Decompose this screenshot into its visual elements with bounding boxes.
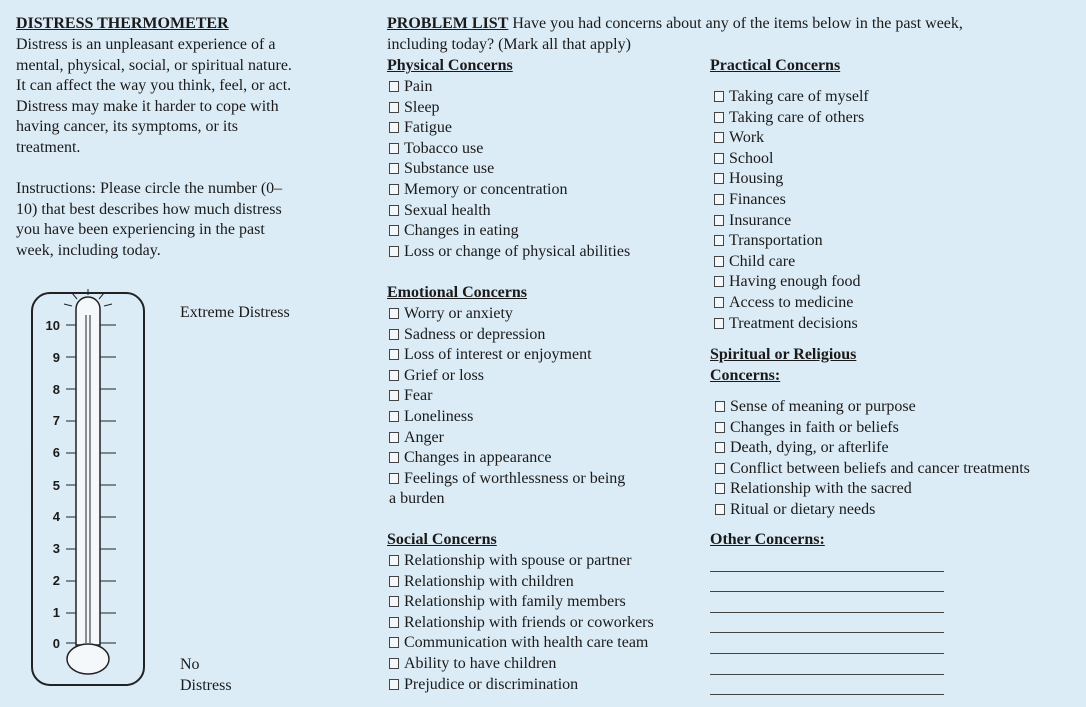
list-item[interactable] xyxy=(389,325,625,346)
extreme-distress-label: Extreme Distress xyxy=(180,304,290,321)
checkbox[interactable] xyxy=(714,256,724,267)
checkbox[interactable] xyxy=(714,91,724,102)
item-label: Feelings of worthlessness or being xyxy=(404,469,626,487)
scale-label-2[interactable]: 2 xyxy=(52,573,60,588)
item-label: School xyxy=(729,149,774,167)
item-label: Loss of interest or enjoyment xyxy=(404,346,592,364)
checkbox[interactable] xyxy=(389,390,399,401)
checkbox[interactable] xyxy=(389,246,399,257)
scale-label-7[interactable]: 7 xyxy=(52,413,60,428)
list-item[interactable] xyxy=(389,428,625,449)
item-label: Taking care of myself xyxy=(729,88,869,105)
list-item[interactable] xyxy=(715,479,1030,500)
other-concerns-heading: Other Concerns: xyxy=(710,531,825,548)
checkbox[interactable] xyxy=(715,504,725,515)
scale-label-1[interactable]: 1 xyxy=(52,605,60,620)
item-label: Child care xyxy=(729,252,796,270)
checkbox[interactable] xyxy=(714,318,724,329)
list-item[interactable] xyxy=(715,459,1030,480)
write-in-line[interactable] xyxy=(710,654,944,675)
item-label: Taking care of others xyxy=(729,108,865,126)
list-item[interactable] xyxy=(714,128,869,149)
item-label: Grief or loss xyxy=(404,366,484,384)
scale-label-10[interactable]: 10 xyxy=(45,318,60,333)
scale-label-8[interactable]: 8 xyxy=(52,382,60,397)
checkbox[interactable] xyxy=(389,308,399,319)
item-label: Conflict between beliefs and cancer treatments xyxy=(730,459,1030,477)
item-label: Ritual or dietary needs xyxy=(730,500,876,518)
checkbox[interactable] xyxy=(389,411,399,422)
list-item[interactable] xyxy=(389,139,630,160)
list-item[interactable] xyxy=(389,345,625,366)
description-line: mental, physical, social, or spiritual nature. xyxy=(16,56,292,74)
list-item[interactable] xyxy=(389,448,625,469)
item-label: Access to medicine xyxy=(729,293,854,311)
item-label: Fear xyxy=(404,387,433,405)
problem-list-title: PROBLEM LIST xyxy=(387,15,509,32)
list-item[interactable] xyxy=(389,98,630,119)
description-line: It can affect the way you think, feel, or act. xyxy=(16,77,292,95)
item-label: Ability to have children xyxy=(404,654,557,672)
checkbox[interactable] xyxy=(389,329,399,340)
list-item[interactable] xyxy=(389,675,654,696)
checkbox[interactable] xyxy=(389,143,399,154)
social-concerns-heading: Social Concerns xyxy=(387,531,497,548)
scale-label-5[interactable]: 5 xyxy=(52,478,60,493)
item-label: Having enough food xyxy=(729,273,861,291)
checkbox[interactable] xyxy=(389,596,399,607)
instructions-line: 10) that best describes how much distress xyxy=(16,200,282,218)
instructions-line: you have been experiencing in the past xyxy=(16,221,265,239)
checkbox[interactable] xyxy=(715,401,725,412)
thermometer-description xyxy=(16,35,292,159)
checkbox[interactable] xyxy=(714,132,724,143)
list-item[interactable] xyxy=(389,118,630,139)
social-concerns-list xyxy=(389,551,654,695)
item-label: Changes in faith or beliefs xyxy=(730,418,899,436)
thermometer-instructions xyxy=(16,179,282,261)
list-item[interactable] xyxy=(389,633,654,654)
list-item[interactable] xyxy=(715,418,1030,439)
item-label: Death, dying, or afterlife xyxy=(730,439,889,457)
checkbox[interactable] xyxy=(714,112,724,123)
practical-concerns-list xyxy=(714,87,869,334)
item-label: Loneliness xyxy=(404,407,474,425)
list-item[interactable] xyxy=(389,221,630,242)
checkbox[interactable] xyxy=(715,483,725,494)
scale-label-3[interactable]: 3 xyxy=(52,541,60,556)
checkbox[interactable] xyxy=(389,122,399,133)
item-label: a burden xyxy=(389,490,445,508)
scale-label-6[interactable]: 6 xyxy=(52,445,60,460)
checkbox[interactable] xyxy=(389,617,399,628)
list-item[interactable] xyxy=(715,500,1030,521)
list-item[interactable] xyxy=(389,366,625,387)
list-item-wrap xyxy=(389,489,625,510)
other-concerns-lines xyxy=(710,551,944,695)
item-label: Work xyxy=(729,129,765,147)
item-label: Finances xyxy=(729,190,786,208)
write-in-line[interactable] xyxy=(710,572,944,593)
checkbox[interactable] xyxy=(714,153,724,164)
item-label: Relationship with spouse or partner xyxy=(404,552,632,569)
write-in-line[interactable] xyxy=(710,633,944,654)
item-label: Insurance xyxy=(729,211,792,229)
thermometer-title: DISTRESS THERMOMETER xyxy=(16,15,229,32)
checkbox[interactable] xyxy=(389,679,399,690)
list-item[interactable] xyxy=(714,190,869,211)
checkbox[interactable] xyxy=(389,555,399,566)
item-label: Sexual health xyxy=(404,201,491,219)
description-line: treatment. xyxy=(16,138,81,156)
item-label: Changes in appearance xyxy=(404,449,552,467)
checkbox[interactable] xyxy=(389,370,399,381)
problem-list-intro-text: Have you had concerns about any of the items below in the past week, xyxy=(508,15,963,32)
problem-list-intro xyxy=(387,14,963,35)
item-label: Fatigue xyxy=(404,119,452,137)
list-item[interactable] xyxy=(714,87,869,108)
item-label: Relationship with children xyxy=(404,572,574,590)
practical-concerns-heading: Practical Concerns xyxy=(710,57,841,74)
description-line: Distress is an unpleasant experience of a xyxy=(16,36,276,53)
item-label: Communication with health care team xyxy=(404,634,649,652)
checkbox[interactable] xyxy=(715,422,725,433)
item-label: Changes in eating xyxy=(404,222,519,240)
item-label: Worry or anxiety xyxy=(404,305,513,322)
checkbox[interactable] xyxy=(389,432,399,443)
list-item[interactable] xyxy=(389,242,630,263)
description-line: Distress may make it harder to cope with xyxy=(16,97,279,115)
item-label: Substance use xyxy=(404,160,495,178)
item-label: Pain xyxy=(404,78,433,95)
physical-concerns-heading: Physical Concerns xyxy=(387,57,513,74)
checkbox[interactable] xyxy=(389,81,399,92)
checkbox[interactable] xyxy=(389,225,399,236)
item-label: Treatment decisions xyxy=(729,314,858,332)
list-item[interactable] xyxy=(714,149,869,170)
list-item[interactable] xyxy=(389,180,630,201)
list-item[interactable] xyxy=(389,572,654,593)
checkbox[interactable] xyxy=(389,473,399,484)
physical-concerns-list xyxy=(389,77,630,262)
write-in-line[interactable] xyxy=(710,613,944,634)
checkbox[interactable] xyxy=(389,658,399,669)
checkbox[interactable] xyxy=(715,463,725,474)
item-label: Transportation xyxy=(729,232,823,250)
list-item[interactable] xyxy=(714,169,869,190)
list-item[interactable] xyxy=(389,469,625,490)
list-item[interactable] xyxy=(389,304,625,325)
item-label: Relationship with the sacred xyxy=(730,480,912,498)
checkbox[interactable] xyxy=(389,184,399,195)
item-label: Relationship with family members xyxy=(404,593,626,611)
instructions-line: Instructions: Please circle the number (0– xyxy=(16,180,283,197)
list-item[interactable] xyxy=(714,211,869,232)
spiritual-concerns-list xyxy=(715,397,1030,521)
write-in-line[interactable] xyxy=(710,551,944,572)
list-item[interactable] xyxy=(714,108,869,129)
emotional-concerns-heading: Emotional Concerns xyxy=(387,284,527,301)
checkbox[interactable] xyxy=(389,637,399,648)
checkbox[interactable] xyxy=(389,452,399,463)
list-item[interactable] xyxy=(389,77,630,98)
item-label: Sleep xyxy=(404,98,440,116)
list-item[interactable] xyxy=(389,159,630,180)
checkbox[interactable] xyxy=(715,442,725,453)
no-distress-label-1: No xyxy=(180,656,200,673)
checkbox[interactable] xyxy=(389,576,399,587)
item-label: Sense of meaning or purpose xyxy=(730,398,916,415)
list-item[interactable] xyxy=(389,613,654,634)
write-in-line[interactable] xyxy=(710,675,944,696)
checkbox[interactable] xyxy=(389,205,399,216)
list-item[interactable] xyxy=(715,438,1030,459)
item-label: Sadness or depression xyxy=(404,325,546,343)
write-in-line[interactable] xyxy=(710,592,944,613)
spiritual-concerns-heading: Spiritual or Religious xyxy=(710,346,857,363)
checkbox[interactable] xyxy=(714,276,724,287)
list-item[interactable] xyxy=(714,293,869,314)
checkbox[interactable] xyxy=(389,163,399,174)
list-item[interactable] xyxy=(714,252,869,273)
scale-label-0[interactable]: 0 xyxy=(52,636,60,651)
item-label: Housing xyxy=(729,170,784,188)
problem-list-intro-line-2: including today? (Mark all that apply) xyxy=(387,36,631,53)
description-line: having cancer, its symptoms, or its xyxy=(16,118,238,136)
emotional-concerns-list xyxy=(389,304,625,510)
list-item[interactable] xyxy=(389,551,654,572)
scale-label-4[interactable]: 4 xyxy=(52,509,60,524)
item-label: Tobacco use xyxy=(404,139,484,157)
list-item[interactable] xyxy=(715,397,1030,418)
checkbox[interactable] xyxy=(714,194,724,205)
item-label: Loss or change of physical abilities xyxy=(404,242,631,260)
no-distress-label-2: Distress xyxy=(180,677,232,694)
checkbox[interactable] xyxy=(714,297,724,308)
list-item[interactable] xyxy=(714,314,869,335)
scale-label-9[interactable]: 9 xyxy=(52,350,60,365)
list-item[interactable] xyxy=(389,386,625,407)
list-item[interactable] xyxy=(714,231,869,252)
spiritual-concerns-heading-2: Concerns: xyxy=(710,367,781,384)
item-label: Anger xyxy=(404,428,444,446)
list-item[interactable] xyxy=(389,201,630,222)
checkbox[interactable] xyxy=(714,235,724,246)
list-item[interactable] xyxy=(389,654,654,675)
checkbox[interactable] xyxy=(714,173,724,184)
checkbox[interactable] xyxy=(389,102,399,113)
list-item[interactable] xyxy=(714,272,869,293)
checkbox[interactable] xyxy=(389,349,399,360)
list-item[interactable] xyxy=(389,592,654,613)
item-label: Memory or concentration xyxy=(404,180,568,198)
list-item[interactable] xyxy=(389,407,625,428)
item-label: Relationship with friends or coworkers xyxy=(404,613,654,631)
instructions-line: week, including today. xyxy=(16,241,161,259)
checkbox[interactable] xyxy=(714,215,724,226)
item-label: Prejudice or discrimination xyxy=(404,675,579,693)
